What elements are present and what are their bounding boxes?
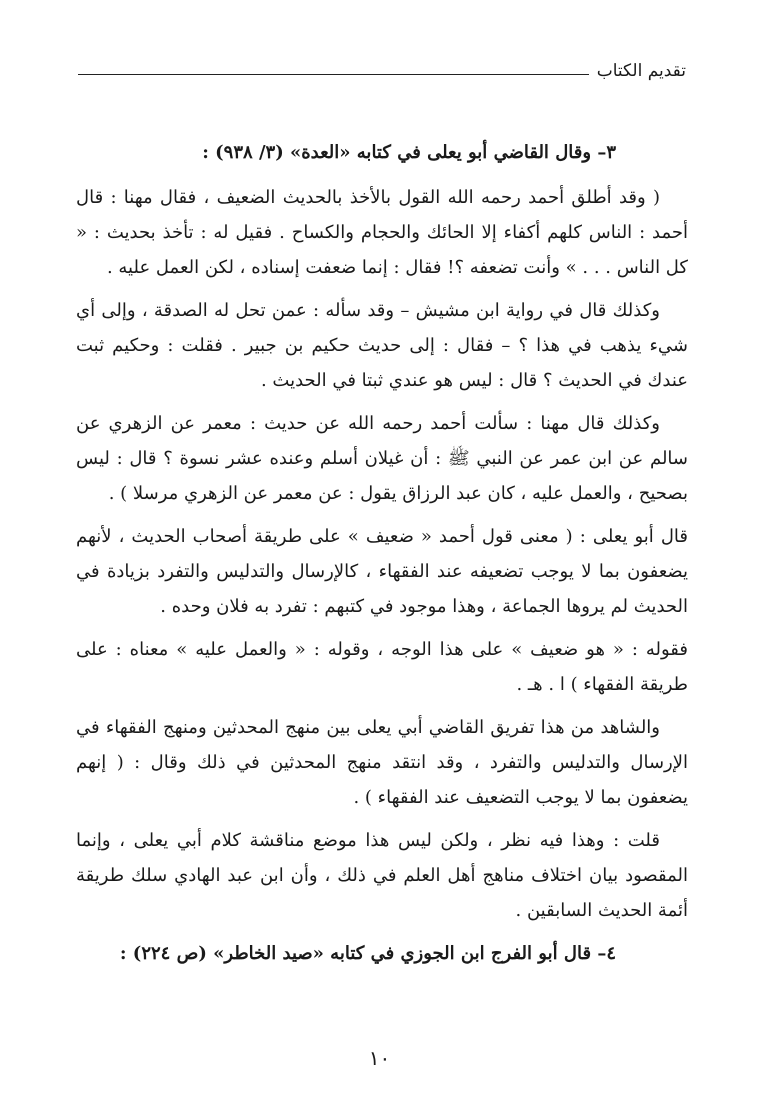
paragraph-muhanna: وكذلك قال مهنا : سألت أحمد رحمه الله عن حديث : معمر عن الزهري عن سالم عن ابن عمر عن النبي ﷺ : أن غيلان أسلم وعنده عشر نسوة ؟ قال : ليس بصحيح ، والعمل عليه ، كان عبد الرزاق يقول : عن معمر عن الزهري مرسلا ) . [76, 413, 688, 504]
paragraph-abu-yala-meaning: قال أبو يعلى : ( معنى قول أحمد « ضعيف » على طريقة أصحاب الحديث ، لأنهم يضعفون بما لا يوجب تضعيفه عند الفقهاء ، كالإرسال والتدليس والتفرد بزيادة في الحديث لم يروها الجماعة ، وهذا موجود في كتبهم : تفرد به فلان وحده . [76, 526, 688, 617]
page-number: ١٠ [368, 1046, 391, 1070]
section-heading-4: ٤– قال أبو الفرج ابن الجوزي في كتابه «صيد الخاطر» (ص ٢٢٤) : [119, 943, 616, 964]
paragraph-quote-abu-yala: ( وقد أطلق أحمد رحمه الله القول بالأخذ بالحديث الضعيف ، فقال مهنا : قال أحمد : الناس كلهم أكفاء إلا الحائك والحجام والكساح . فقيل له : تأخذ بحديث : « كل الناس . . . » وأنت تضعفه ؟! فقال : إنما ضعفت إسناده ، لكن العمل عليه . [76, 187, 688, 278]
paragraph-qultu: قلت : وهذا فيه نظر ، ولكن ليس هذا موضع مناقشة كلام أبي يعلى ، وإنما المقصود بيان اختلاف مناهج أهل العلم في ذلك ، وأن ابن عبد الهادي سلك طريقة أئمة الحديث السابقين . [76, 830, 688, 921]
page-body [76, 135, 688, 981]
running-header-title: تقديم الكتاب [589, 60, 686, 82]
paragraph-fa-qawluhu: فقوله : « هو ضعيف » على هذا الوجه ، وقوله : « والعمل عليه » معناه : على طريقة الفقهاء ) ا . هـ . [76, 639, 688, 695]
section-heading-3: ٣– وقال القاضي أبو يعلى في كتابه «العدة» (٣/ ٩٣٨) : [202, 142, 616, 163]
paragraph-ibn-mushaysh: وكذلك قال في رواية ابن مشيش – وقد سأله : عمن تحل له الصدقة ، وإلى أي شيء يذهب في هذا ؟ – فقال : إلى حديث حكيم بن جبير . فقلت : وحكيم ثبت عندك في الحديث ؟ قال : ليس هو عندي ثبتا في الحديث . [76, 300, 688, 391]
running-header [78, 56, 686, 86]
paragraph-shahid: والشاهد من هذا تفريق القاضي أبي يعلى بين منهج المحدثين ومنهج الفقهاء في الإرسال والتدليس والتفرد ، وقد انتقد منهج المحدثين في ذلك وقال : ( إنهم يضعفون بما لا يوجب التضعيف عند الفقهاء ) . [76, 717, 688, 808]
